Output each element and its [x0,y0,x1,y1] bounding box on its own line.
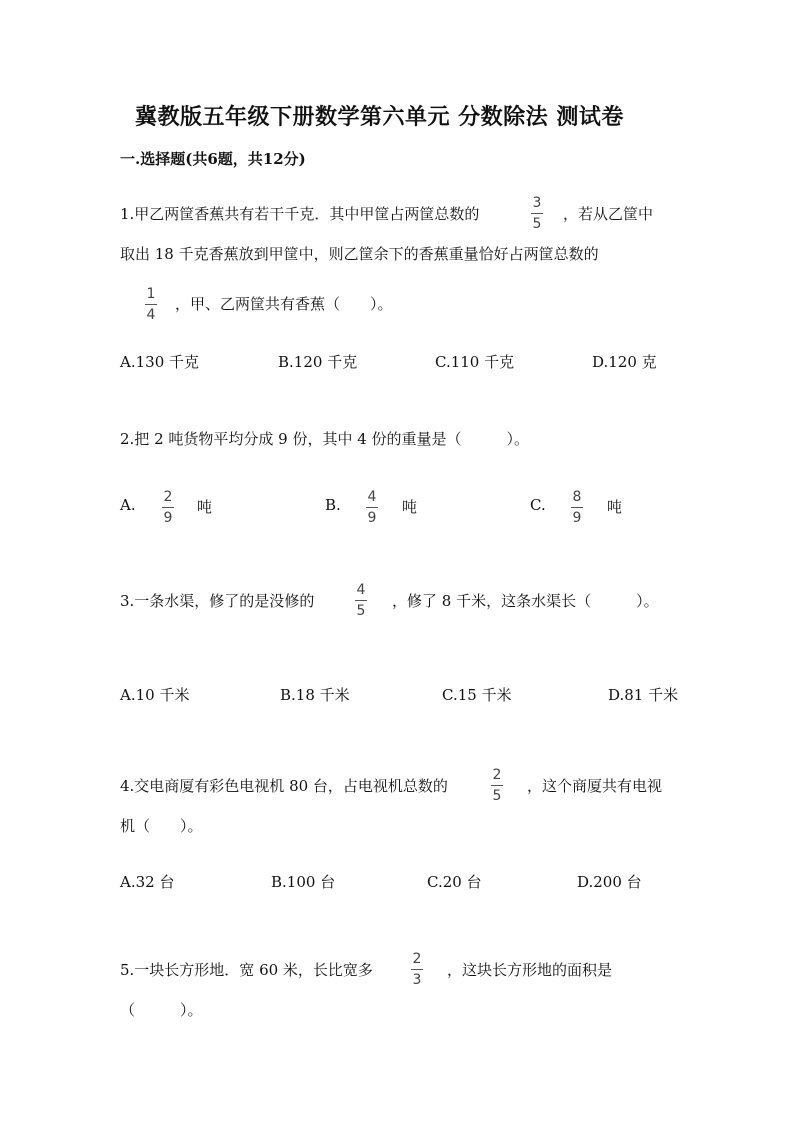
q1-option-d[interactable]: D.120 克 [592,353,657,371]
q3-option-d[interactable]: D.81 千米 [608,686,679,704]
q1-fraction-2-denominator: 4 [146,307,156,323]
q4-option-d[interactable]: D.200 台 [577,873,642,891]
q4-text-line1: 4.交电商厦有彩色电视机 80 台，占电视机总数的 [120,777,448,795]
q1-fraction-1 [531,196,543,231]
q4-fraction-denominator: 5 [492,788,502,804]
q2-option-a-unit: 吨 [197,498,213,516]
q5-text-line2: （ ）。 [120,1001,203,1019]
q2-option-a-fraction [162,490,174,525]
q2-option-c-label: C. [530,496,546,514]
q3-fraction-numerator: 4 [356,582,366,598]
q1-option-c[interactable]: C.110 千克 [435,353,515,371]
q5-fraction [411,952,423,987]
q2-option-b-fraction [366,490,378,525]
q4-option-c[interactable]: C.20 台 [427,873,482,891]
q3-text-end: ，修了 8 千米，这条水渠长（ ）。 [392,592,659,610]
q2-option-a-denominator: 9 [163,510,173,526]
q5-fraction-numerator: 2 [412,951,422,967]
q4-fraction-numerator: 2 [492,767,502,783]
q2-text: 2.把 2 吨货物平均分成 9 份，其中 4 份的重量是（ ）。 [120,430,530,448]
q1-fraction-2-numerator: 1 [146,286,156,302]
q3-option-c[interactable]: C.15 千米 [442,686,512,704]
q4-option-a[interactable]: A.32 台 [120,873,175,891]
q4-text-line2: 机（ ）。 [120,817,203,835]
q2-option-b-unit: 吨 [402,498,418,516]
q3-fraction [355,583,367,618]
q5-text-line1-end: ，这块长方形地的面积是 [447,961,613,979]
q2-option-c-unit: 吨 [607,498,623,516]
q2-option-b-numerator: 4 [367,489,377,505]
q4-option-b[interactable]: B.100 台 [271,873,336,891]
q3-option-a[interactable]: A.10 千米 [120,686,190,704]
q1-text-line1-end: ，若从乙筐中 [563,205,654,223]
q4-text-line1-end: ，这个商厦共有电视 [527,777,663,795]
q1-fraction-1-numerator: 3 [532,195,542,211]
page-title: 冀教版五年级下册数学第六单元 分数除法 测试卷 [135,104,624,130]
q2-option-b-denominator: 9 [367,510,377,526]
q2-option-c-numerator: 8 [572,489,582,505]
section-heading: 一.选择题(共6题，共12分) [120,150,306,168]
q5-text-line1: 5.一块长方形地．宽 60 米，长比宽多 [120,961,373,979]
q3-fraction-denominator: 5 [356,603,366,619]
q2-option-a-label: A. [120,496,136,514]
q2-option-c-fraction [571,490,583,525]
q1-option-a[interactable]: A.130 千克 [120,353,199,371]
q1-text-line1: 1.甲乙两筐香蕉共有若干千克．其中甲筐占两筐总数的 [120,205,480,223]
q4-fraction [491,768,503,803]
q2-option-c-denominator: 9 [572,510,582,526]
q2-option-a-numerator: 2 [163,489,173,505]
q5-fraction-denominator: 3 [412,972,422,988]
q1-option-b[interactable]: B.120 千克 [278,353,358,371]
q1-text-line2: 取出 18 千克香蕉放到甲筐中，则乙筐余下的香蕉重量恰好占两筐总数的 [120,245,599,263]
q1-fraction-2 [145,287,157,322]
q1-fraction-1-denominator: 5 [532,216,542,232]
q2-option-b-label: B. [325,496,341,514]
q3-option-b[interactable]: B.18 千米 [280,686,350,704]
q3-text: 3.一条水渠，修了的是没修的 [120,592,315,610]
q1-text-line3: ，甲、乙两筐共有香蕉（ ）。 [175,295,393,313]
